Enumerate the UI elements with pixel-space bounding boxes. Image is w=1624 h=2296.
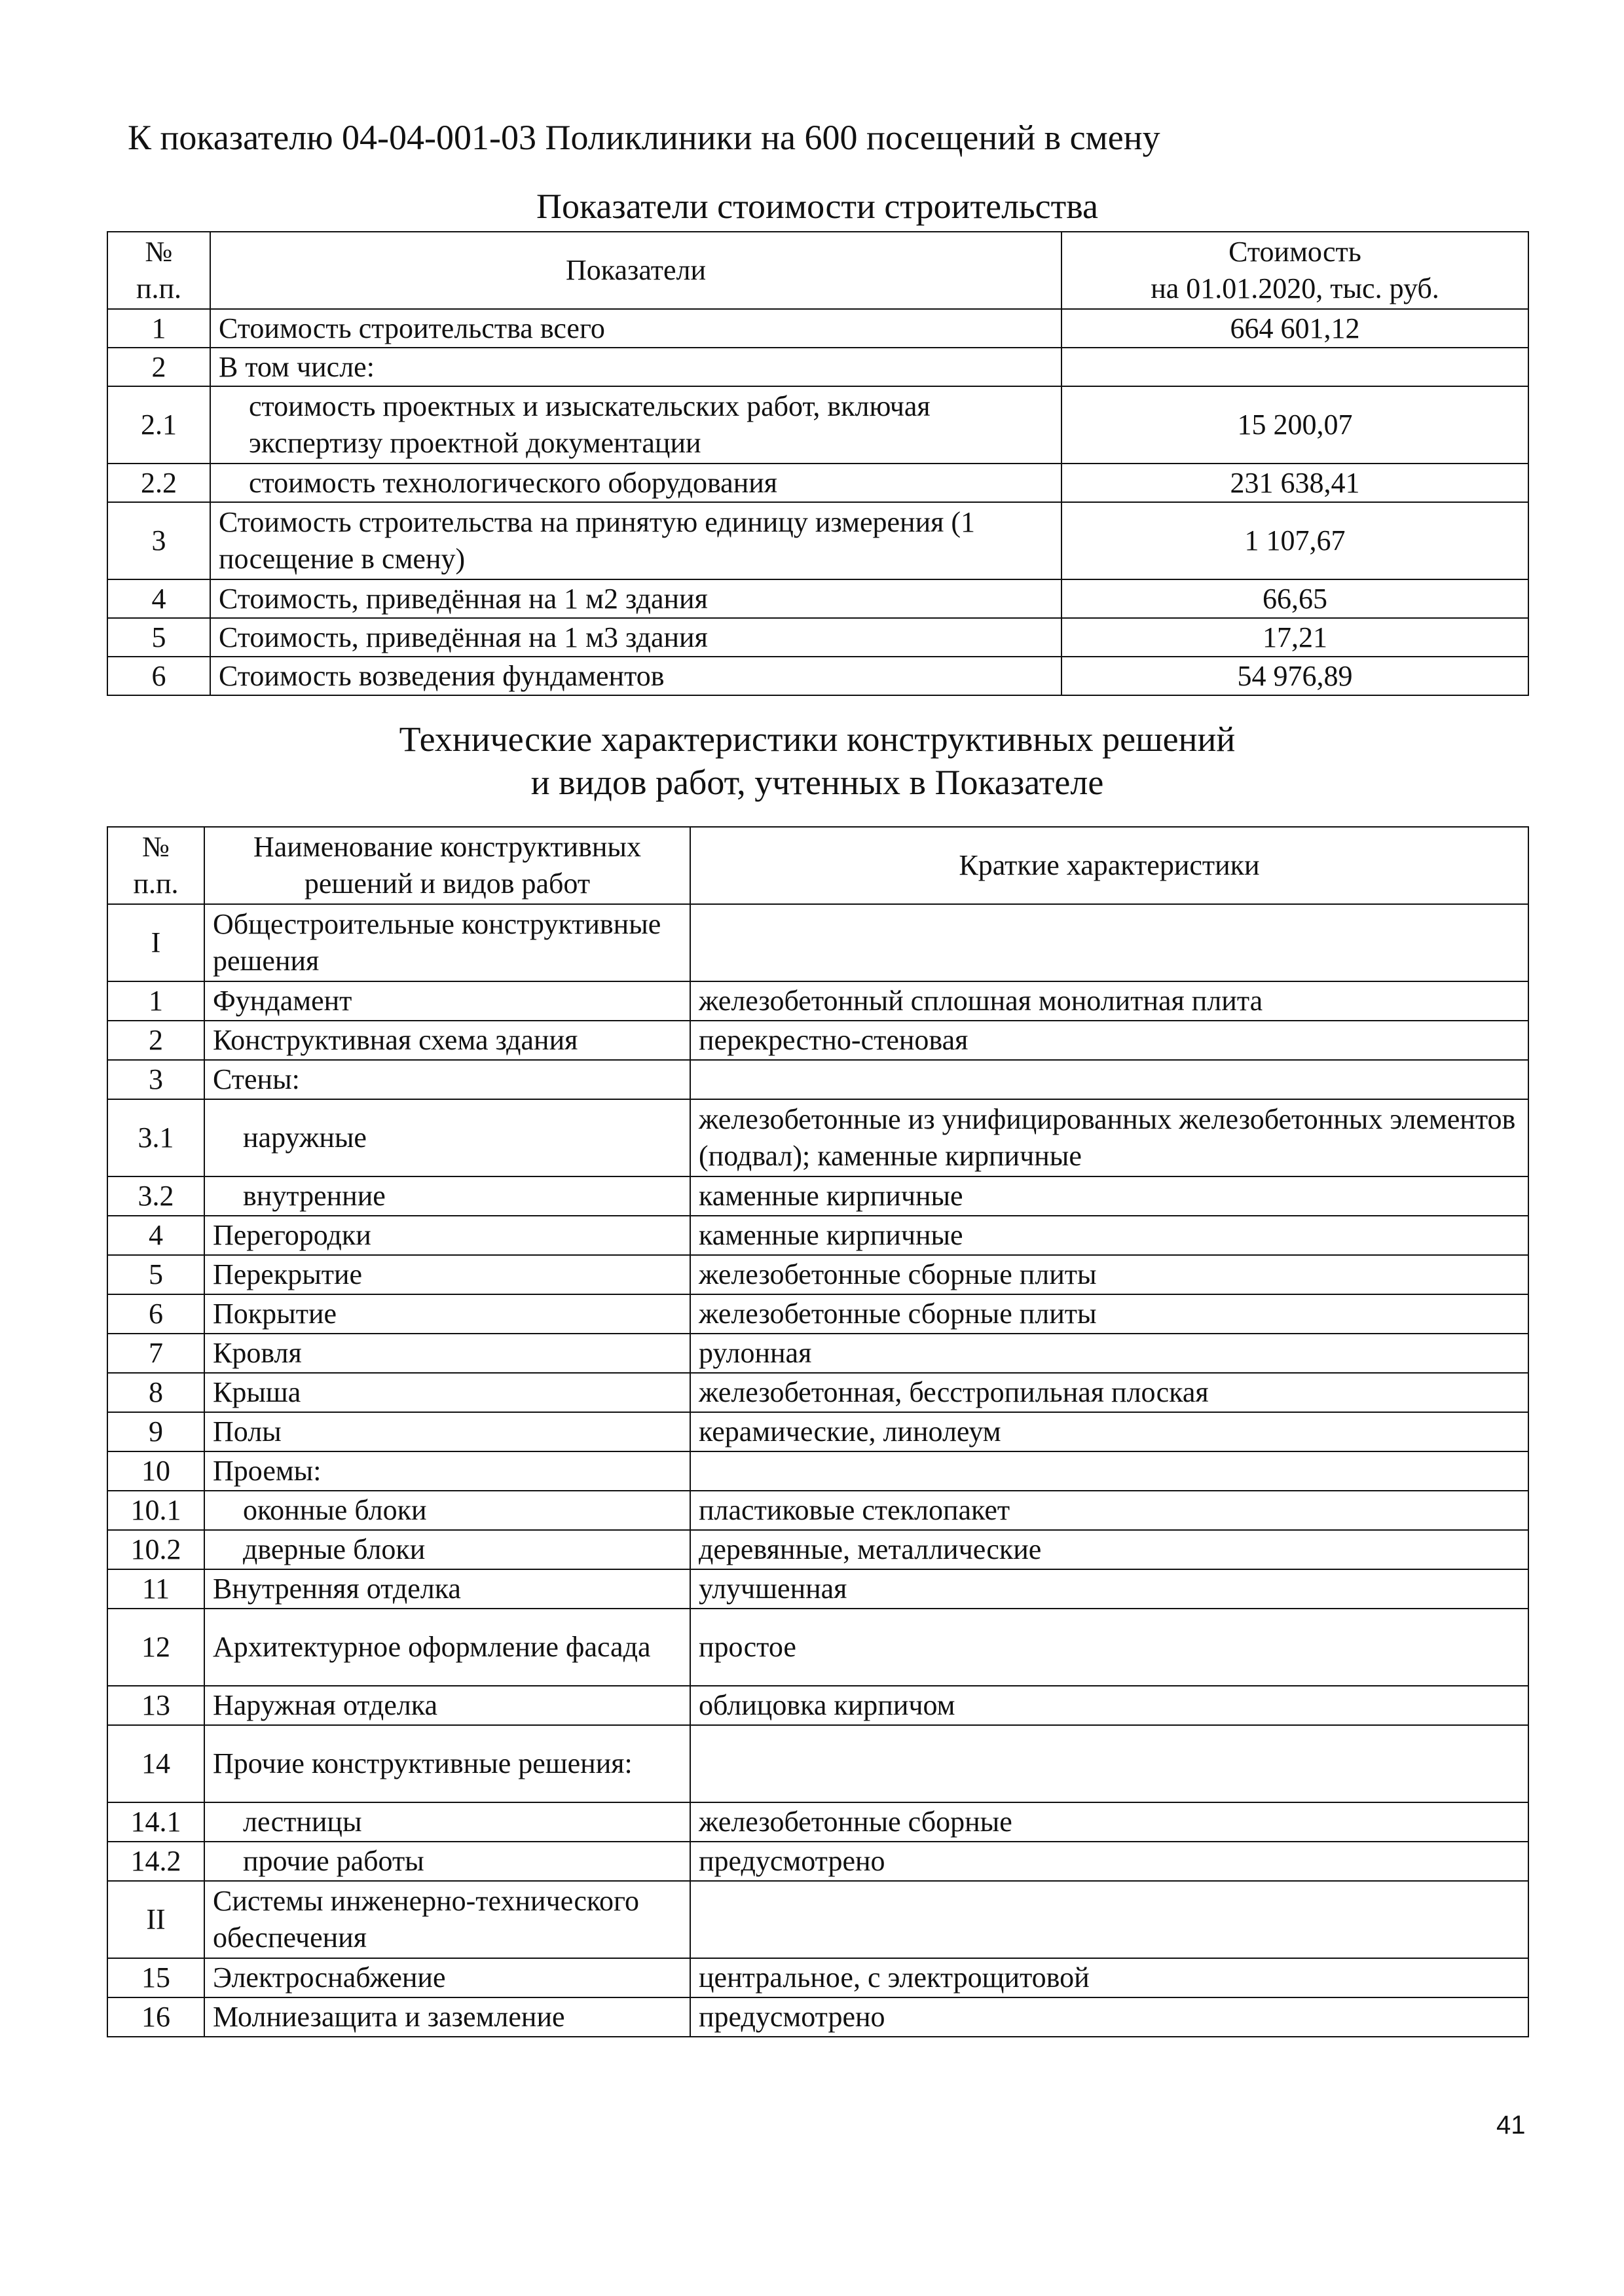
row-name: Перегородки [204, 1216, 690, 1255]
row-num: 3.1 [107, 1099, 204, 1176]
row-desc: железобетонная, бесстропильная плоская [690, 1373, 1528, 1412]
table-row [107, 1958, 1528, 1997]
row-value: 17,21 [1061, 618, 1528, 657]
row-desc: деревянные, металлические [690, 1530, 1528, 1569]
table-row [107, 1491, 1528, 1530]
row-num: 9 [107, 1412, 204, 1451]
table-header-row [107, 827, 1528, 904]
row-name: Молниезащита и заземление [204, 1997, 690, 2037]
row-desc: железобетонные сборные плиты [690, 1255, 1528, 1294]
row-value [1061, 348, 1528, 386]
row-num: 12 [107, 1609, 204, 1686]
row-num: 1 [107, 309, 210, 348]
header-name: Наименование конструктивных решений и видов работ [204, 827, 690, 904]
table-row [107, 1686, 1528, 1725]
table-row [107, 981, 1528, 1021]
row-value: 664 601,12 [1061, 309, 1528, 348]
row-desc: железобетонные сборные [690, 1802, 1528, 1842]
row-desc: пластиковые стеклопакет [690, 1491, 1528, 1530]
row-num: 5 [107, 1255, 204, 1294]
technical-characteristics-table [107, 826, 1529, 2037]
row-num: 14.2 [107, 1842, 204, 1881]
row-name: Прочие конструктивные решения: [204, 1725, 690, 1802]
row-num: 4 [107, 579, 210, 618]
table-row [107, 1609, 1528, 1686]
row-desc: перекрестно-стеновая [690, 1021, 1528, 1060]
table-row [107, 1060, 1528, 1099]
row-desc [690, 1725, 1528, 1802]
table-row [107, 1176, 1528, 1216]
header-num: № п.п. [107, 232, 210, 309]
table-row [107, 1255, 1528, 1294]
row-desc [690, 1060, 1528, 1099]
row-name: Фундамент [204, 981, 690, 1021]
table-row [107, 1412, 1528, 1451]
row-num: II [107, 1881, 204, 1958]
row-num: 14 [107, 1725, 204, 1802]
row-name: оконные блоки [204, 1491, 690, 1530]
row-num: 10.2 [107, 1530, 204, 1569]
row-label: В том числе: [210, 348, 1061, 386]
row-name: Системы инженерно-технического обеспечения [204, 1881, 690, 1958]
row-value: 15 200,07 [1061, 386, 1528, 464]
header-num: № п.п. [107, 827, 204, 904]
header-cost: Стоимость на 01.01.2020, тыс. руб. [1061, 232, 1528, 309]
row-label: Стоимость строительства всего [210, 309, 1061, 348]
row-num: 13 [107, 1686, 204, 1725]
row-num: 2 [107, 1021, 204, 1060]
cost-indicators-table [107, 231, 1529, 696]
row-desc [690, 1451, 1528, 1491]
table-row [107, 502, 1528, 579]
row-num: 7 [107, 1334, 204, 1373]
row-name: Общестроительные конструктивные решения [204, 904, 690, 981]
table-row [107, 1530, 1528, 1569]
row-num: 4 [107, 1216, 204, 1255]
row-desc: железобетонный сплошная монолитная плита [690, 981, 1528, 1021]
table-row [107, 657, 1528, 695]
row-name: лестницы [204, 1802, 690, 1842]
row-desc: предусмотрено [690, 1842, 1528, 1881]
table-row [107, 348, 1528, 386]
row-label: стоимость технологического оборудования [210, 464, 1061, 502]
row-desc [690, 1881, 1528, 1958]
row-desc: улучшенная [690, 1569, 1528, 1609]
table-row [107, 1373, 1528, 1412]
row-name: Крыша [204, 1373, 690, 1412]
row-desc: рулонная [690, 1334, 1528, 1373]
row-desc: керамические, линолеум [690, 1412, 1528, 1451]
row-label: Стоимость, приведённая на 1 м2 здания [210, 579, 1061, 618]
row-label: Стоимость строительства на принятую единицу измерения (1 посещение в смену) [210, 502, 1061, 579]
document-heading: К показателю 04-04-001-03 Поликлиники на 600 посещений в смену [128, 118, 1160, 157]
table-row [107, 1802, 1528, 1842]
row-num: 11 [107, 1569, 204, 1609]
row-desc: железобетонные из унифицированных железобетонных элементов (подвал); каменные кирпичные [690, 1099, 1528, 1176]
table-row [107, 464, 1528, 502]
row-name: Внутренняя отделка [204, 1569, 690, 1609]
table-row [107, 1451, 1528, 1491]
row-value: 54 976,89 [1061, 657, 1528, 695]
row-desc: каменные кирпичные [690, 1176, 1528, 1216]
row-name: Проемы: [204, 1451, 690, 1491]
row-label: Стоимость, приведённая на 1 м3 здания [210, 618, 1061, 657]
row-name: Перекрытие [204, 1255, 690, 1294]
row-name: дверные блоки [204, 1530, 690, 1569]
table-row [107, 1334, 1528, 1373]
row-num: 14.1 [107, 1802, 204, 1842]
table-header-row [107, 232, 1528, 309]
row-desc: центральное, с электрощитовой [690, 1958, 1528, 1997]
page-number: 41 [1496, 2111, 1526, 2140]
table-row [107, 1216, 1528, 1255]
table-row [107, 904, 1528, 981]
row-num: 3 [107, 1060, 204, 1099]
table-row [107, 386, 1528, 464]
row-desc: каменные кирпичные [690, 1216, 1528, 1255]
row-num: 10 [107, 1451, 204, 1491]
row-desc: облицовка кирпичом [690, 1686, 1528, 1725]
row-name: наружные [204, 1099, 690, 1176]
table-row [107, 309, 1528, 348]
row-name: Конструктивная схема здания [204, 1021, 690, 1060]
table-row [107, 1294, 1528, 1334]
row-num: 6 [107, 1294, 204, 1334]
row-num: 2 [107, 348, 210, 386]
row-label: Стоимость возведения фундаментов [210, 657, 1061, 695]
row-num: 6 [107, 657, 210, 695]
row-desc: предусмотрено [690, 1997, 1528, 2037]
row-desc: железобетонные сборные плиты [690, 1294, 1528, 1334]
row-name: Полы [204, 1412, 690, 1451]
header-description: Краткие характеристики [690, 827, 1528, 904]
table-row [107, 1569, 1528, 1609]
row-label: стоимость проектных и изыскательских работ, включая экспертизу проектной документации [210, 386, 1061, 464]
row-name: Электроснабжение [204, 1958, 690, 1997]
row-num: I [107, 904, 204, 981]
table-row [107, 1725, 1528, 1802]
row-value: 231 638,41 [1061, 464, 1528, 502]
row-num: 1 [107, 981, 204, 1021]
row-num: 3.2 [107, 1176, 204, 1216]
row-name: прочие работы [204, 1842, 690, 1881]
row-value: 66,65 [1061, 579, 1528, 618]
row-name: внутренние [204, 1176, 690, 1216]
row-num: 8 [107, 1373, 204, 1412]
cost-table-title: Показатели стоимости строительства [536, 187, 1098, 226]
row-name: Кровля [204, 1334, 690, 1373]
table-row [107, 1021, 1528, 1060]
row-num: 2.1 [107, 386, 210, 464]
row-desc: простое [690, 1609, 1528, 1686]
row-value: 1 107,67 [1061, 502, 1528, 579]
tech-table-title: Технические характеристики конструктивных решений и видов работ, учтенных в Показателе [399, 720, 1236, 802]
row-name: Покрытие [204, 1294, 690, 1334]
row-name: Наружная отделка [204, 1686, 690, 1725]
row-num: 15 [107, 1958, 204, 1997]
row-name: Стены: [204, 1060, 690, 1099]
table-row [107, 579, 1528, 618]
header-indicator: Показатели [210, 232, 1061, 309]
row-num: 16 [107, 1997, 204, 2037]
table-row [107, 1099, 1528, 1176]
row-num: 2.2 [107, 464, 210, 502]
table-row [107, 1997, 1528, 2037]
row-desc [690, 904, 1528, 981]
row-num: 3 [107, 502, 210, 579]
table-row [107, 618, 1528, 657]
row-num: 5 [107, 618, 210, 657]
row-name: Архитектурное оформление фасада [204, 1609, 690, 1686]
row-num: 10.1 [107, 1491, 204, 1530]
table-row [107, 1842, 1528, 1881]
table-row [107, 1881, 1528, 1958]
